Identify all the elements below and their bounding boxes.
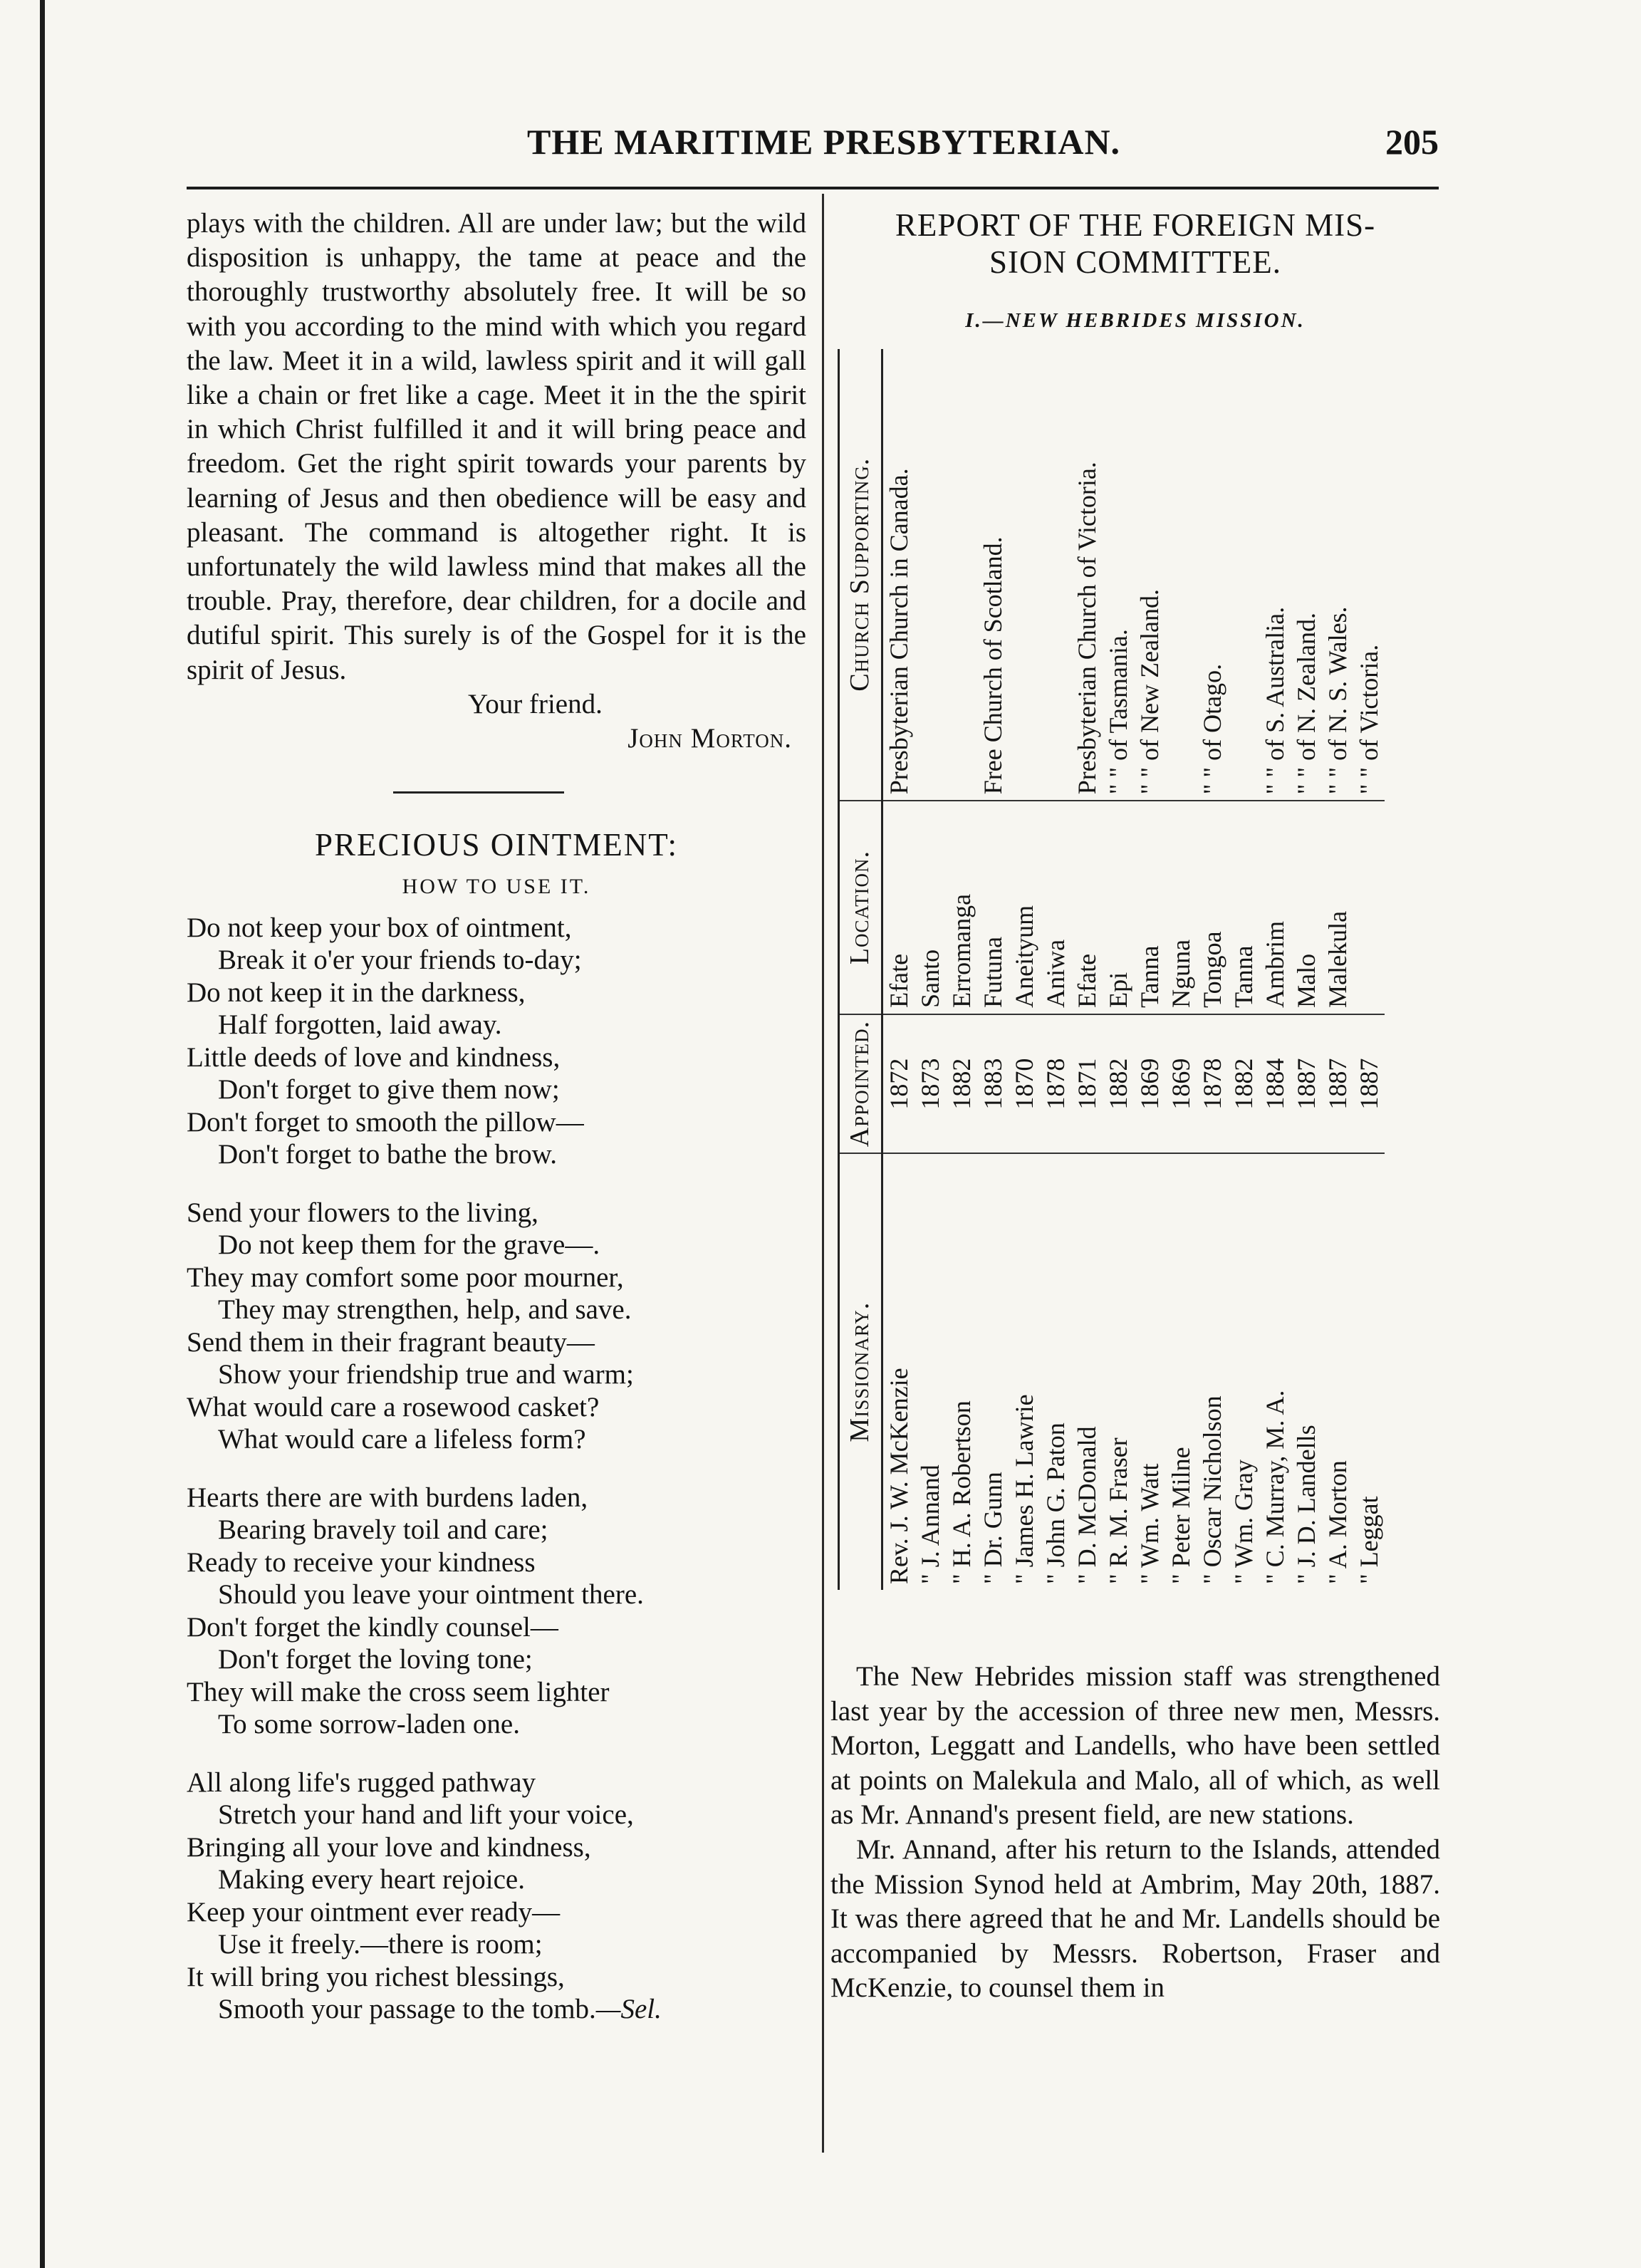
- poem-line: Should you leave your ointment there.: [218, 1579, 644, 1611]
- cell-missionary: " J. D. Landells: [1291, 1153, 1322, 1590]
- cell-missionary: " John G. Paton: [1040, 1153, 1071, 1590]
- cell-missionary: " Wm. Watt: [1134, 1153, 1165, 1590]
- column-divider: [822, 194, 824, 2153]
- left-column: [187, 207, 806, 2026]
- table-row: [1134, 349, 1165, 1590]
- poem-line: Ready to receive your kindness: [187, 1546, 536, 1578]
- cell-church: " " of N. Zealand.: [1292, 612, 1320, 795]
- cell-location: Malo: [1291, 801, 1322, 1014]
- cell-location: Malekula: [1322, 801, 1353, 1014]
- poem-line: Don't forget to give them now;: [218, 1074, 560, 1106]
- column-header-church: Church Supporting.: [839, 349, 882, 801]
- mission-table-wrap: [830, 342, 1440, 1596]
- cell-location: Efate: [882, 801, 915, 1014]
- poem-line: Send your flowers to the living,: [187, 1197, 538, 1228]
- cell-missionary: " D. McDonald: [1071, 1153, 1103, 1590]
- cell-location: Erromanga: [946, 801, 977, 1014]
- journal-title: THE MARITIME PRESBYTERIAN.: [527, 122, 1121, 162]
- header-rule: [187, 187, 1439, 189]
- letter-closing: [187, 687, 806, 722]
- table-row: [1165, 349, 1197, 1590]
- table-row: [1228, 349, 1259, 1590]
- cell-appointed: 1882: [1228, 1014, 1259, 1153]
- poem-line: Keep your ointment ever ready—: [187, 1896, 561, 1928]
- page-number: 205: [1385, 122, 1439, 162]
- mission-table-rotated: [838, 349, 1433, 1590]
- poem-line: Show your friendship true and warm;: [218, 1359, 634, 1390]
- section-rule: [393, 791, 564, 794]
- poem-line: Stretch your hand and lift your voice,: [218, 1799, 634, 1831]
- cell-missionary: " Leggat: [1353, 1153, 1385, 1590]
- cell-missionary: " H. A. Robertson: [946, 1153, 977, 1590]
- poem-subtitle: HOW TO USE IT.: [402, 874, 591, 898]
- poem-line: They may comfort some poor mourner,: [187, 1262, 624, 1293]
- poem-line: Bearing bravely toil and care;: [218, 1514, 548, 1546]
- cell-appointed: 1882: [946, 1014, 977, 1153]
- cell-appointed: 1887: [1291, 1014, 1322, 1153]
- cell-church: " " of Otago.: [1198, 663, 1226, 795]
- poem-line: Send them in their fragrant beauty—: [187, 1326, 595, 1358]
- cell-location: Epi: [1103, 801, 1134, 1014]
- poem-line-last: [187, 1993, 806, 2026]
- cell-church: " " of N. S. Wales.: [1323, 606, 1352, 795]
- table-row: [1071, 349, 1103, 1590]
- poem-line: What would care a lifeless form?: [218, 1424, 586, 1455]
- table-row: [1040, 349, 1071, 1590]
- poem-line: Don't forget the loving tone;: [218, 1644, 533, 1675]
- cell-missionary: " R. M. Fraser: [1103, 1153, 1134, 1590]
- cell-location: Efate: [1071, 801, 1103, 1014]
- poem-line: Do not keep them for the grave—.: [218, 1229, 600, 1261]
- poem-line: All along life's rugged pathway: [187, 1767, 536, 1798]
- cell-location: Ambrim: [1259, 801, 1291, 1014]
- cell-church: Presbyterian Church in Canada.: [885, 468, 913, 795]
- cell-location: [1353, 801, 1385, 1014]
- poem-line: They may strengthen, help, and save.: [218, 1294, 632, 1326]
- poem-line: They will make the cross seem lighter: [187, 1676, 610, 1707]
- cell-missionary: " Wm. Gray: [1228, 1153, 1259, 1590]
- report-body: [830, 1660, 1440, 2006]
- poem-line: Little deeds of love and kindness,: [187, 1041, 561, 1073]
- table-row: [915, 349, 946, 1590]
- cell-location: Santo: [915, 801, 946, 1014]
- poem-line: Smooth your passage to the tomb.: [218, 1994, 596, 2025]
- poem-line: Hearts there are with burdens laden,: [187, 1482, 588, 1513]
- table-row: [1197, 349, 1228, 1590]
- closing-your-friend: Your friend.: [468, 688, 603, 719]
- poem-line: Don't forget to smooth the pillow—: [187, 1106, 584, 1138]
- cell-church: [1040, 349, 1071, 801]
- cell-appointed: 1869: [1134, 1014, 1165, 1153]
- cell-church: " " of Victoria.: [1355, 644, 1383, 795]
- cell-church: [1009, 349, 1040, 801]
- poem-line: Half forgotten, laid away.: [218, 1009, 502, 1041]
- cell-location: Futuna: [977, 801, 1009, 1014]
- poem-line: Bringing all your love and kindness,: [187, 1831, 591, 1863]
- page-header: [185, 121, 1439, 178]
- cell-church: " " of S. Australia.: [1261, 606, 1289, 795]
- cell-appointed: 1871: [1071, 1014, 1103, 1153]
- report-paragraph: The New Hebrides mission staff was strengthened last year by the accession of three new men, Messrs. Morton, Leggatt and Landells, who have been settled at points on Malekula and Malo, all of which, as well as Mr. Annand's present field, are new stations.: [830, 1661, 1440, 1831]
- table-row: [1103, 349, 1134, 1590]
- cell-appointed: 1878: [1040, 1014, 1071, 1153]
- cell-location: Tanna: [1228, 801, 1259, 1014]
- stanza-gap: [187, 1171, 806, 1197]
- cell-appointed: 1883: [977, 1014, 1009, 1153]
- column-header-appointed: Appointed.: [839, 1014, 882, 1153]
- cell-location: Tongoa: [1197, 801, 1228, 1014]
- report-title-line-1: REPORT OF THE FOREIGN MIS-: [895, 207, 1376, 243]
- mission-table: [838, 349, 1385, 1590]
- cell-missionary: " J. Annand: [915, 1153, 946, 1590]
- cell-missionary: " Peter Milne: [1165, 1153, 1197, 1590]
- table-row: [1259, 349, 1291, 1590]
- cell-location: Nguna: [1165, 801, 1197, 1014]
- table-row: [1353, 349, 1385, 1590]
- cell-appointed: 1878: [1197, 1014, 1228, 1153]
- cell-location: Tanna: [1134, 801, 1165, 1014]
- table-row: [1322, 349, 1353, 1590]
- cell-church: [915, 349, 946, 801]
- table-row: [1009, 349, 1040, 1590]
- column-header-missionary: Missionary.: [839, 1153, 882, 1590]
- cell-church: " " of New Zealand.: [1135, 588, 1164, 795]
- poem-line: Don't forget the kindly counsel—: [187, 1611, 558, 1643]
- table-header-row: [839, 349, 882, 1590]
- cell-church: Free Church of Scotland.: [979, 536, 1007, 795]
- poem-line: What would care a rosewood casket?: [187, 1391, 600, 1422]
- poem-line: Making every heart rejoice.: [218, 1864, 525, 1895]
- poem-line: To some sorrow-laden one.: [218, 1709, 520, 1740]
- cell-church: " " of Tasmania.: [1104, 629, 1132, 795]
- poem-attribution: —Sel.: [595, 1994, 662, 2025]
- letter-signature: John Morton.: [627, 722, 792, 754]
- letter-text: plays with the children. All are under law; but the wild disposition is unhappy, the tame at peace and the thoroughly trustworthy absolutely free. It will be so with you according to the mind with which you regard the law. Meet it in a wild, lawless spirit and it will gall like a chain or fret like a cage. Meet it in the the spirit in which Christ fulfilled it and it will bring peace and freedom. Get the right spirit towards your parents by learning of Jesus and then obedience will be easy and pleasant. The command is altogether right. It is unfortunately the wild lawless mind that makes all the trouble. Pray, therefore, dear children, for a docile and dutiful spirit. This surely is of the Gospel for it is the spirit of Jesus.: [187, 208, 806, 685]
- cell-church: [946, 349, 977, 801]
- cell-location: Aniwa: [1040, 801, 1071, 1014]
- cell-missionary: " A. Morton: [1322, 1153, 1353, 1590]
- table-row: [882, 349, 915, 1590]
- stanza-gap: [187, 1741, 806, 1767]
- stanza-gap: [187, 1456, 806, 1482]
- cell-appointed: 1882: [1103, 1014, 1134, 1153]
- cell-missionary: " C. Murray, M. A.: [1259, 1153, 1291, 1590]
- table-row: [946, 349, 977, 1590]
- poem-line: Use it freely.—there is room;: [218, 1929, 543, 1960]
- cell-appointed: 1870: [1009, 1014, 1040, 1153]
- poem-line: Do not keep it in the darkness,: [187, 977, 526, 1008]
- poem-line: It will bring you richest blessings,: [187, 1961, 565, 1992]
- poem-body: [187, 912, 806, 2026]
- cell-appointed: 1872: [882, 1014, 915, 1153]
- right-column: [830, 207, 1440, 2004]
- cell-location: Aneityum: [1009, 801, 1040, 1014]
- table-row: [977, 349, 1009, 1590]
- cell-appointed: 1887: [1353, 1014, 1385, 1153]
- cell-appointed: 1884: [1259, 1014, 1291, 1153]
- cell-missionary: Rev. J. W. McKenzie: [882, 1153, 915, 1590]
- cell-missionary: " James H. Lawrie: [1009, 1153, 1040, 1590]
- table-row: [1291, 349, 1322, 1590]
- report-title-line-2: SION COMMITTEE.: [989, 244, 1281, 280]
- cell-appointed: 1887: [1322, 1014, 1353, 1153]
- poem-line: Do not keep your box of ointment,: [187, 912, 572, 943]
- report-paragraph: Mr. Annand, after his return to the Islands, attended the Mission Synod held at Ambrim, May 20th, 1887. It was there agreed that he and Mr. Landells should be accompanied by Messrs. Robertson, Fraser and McKenzie, to counsel them in: [830, 1833, 1440, 2004]
- mission-heading: I.—NEW HEBRIDES MISSION.: [965, 309, 1306, 332]
- cell-church: [1228, 349, 1259, 801]
- page-edge-bar: [40, 0, 45, 2268]
- cell-appointed: 1873: [915, 1014, 946, 1153]
- cell-missionary: " Dr. Gunn: [977, 1153, 1009, 1590]
- cell-church: Presbyterian Church of Victoria.: [1073, 462, 1101, 795]
- poem-line: Don't forget to bathe the brow.: [218, 1139, 557, 1170]
- poem-title: PRECIOUS OINTMENT:: [314, 826, 679, 863]
- cell-appointed: 1869: [1165, 1014, 1197, 1153]
- column-header-location: Location.: [839, 801, 882, 1014]
- cell-church: [1165, 349, 1197, 801]
- cell-missionary: " Oscar Nicholson: [1197, 1153, 1228, 1590]
- poem-line: Break it o'er your friends to-day;: [218, 945, 582, 976]
